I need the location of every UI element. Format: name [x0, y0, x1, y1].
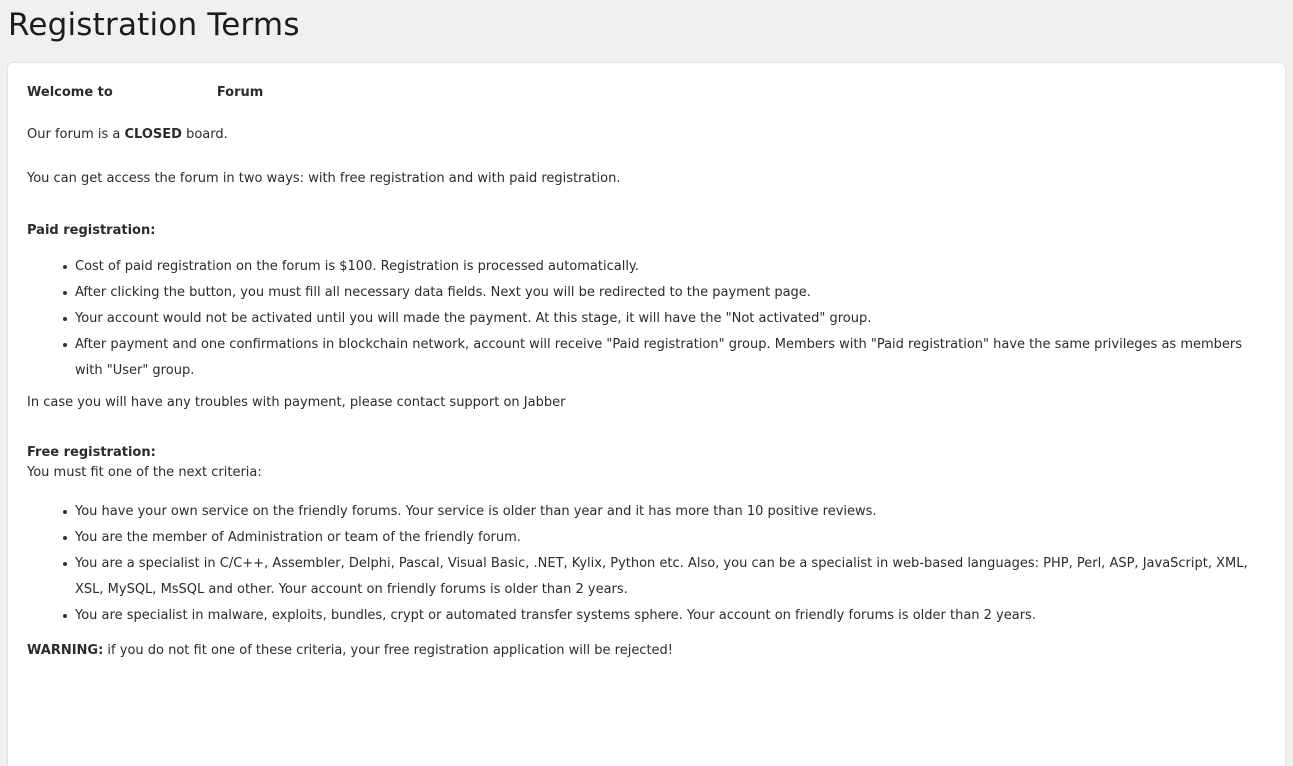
list-item: After clicking the button, you must fill all necessary data fields. Next you will be redirected to the payment page. [75, 280, 1265, 306]
intro-bold: CLOSED [124, 127, 182, 142]
paid-registration-list [27, 254, 1265, 384]
list-item: You have your own service on the friendly forums. Your service is older than year and it has more than 10 positive reviews. [75, 499, 1265, 525]
list-item: Your account would not be activated until you will made the payment. At this stage, it will have the "Not activated" group. [75, 306, 1265, 332]
free-registration-heading: Free registration: [27, 445, 156, 460]
intro-prefix: Our forum is a [27, 127, 125, 142]
page-title: Registration Terms [8, 7, 300, 43]
welcome-line [27, 83, 1265, 103]
free-registration-criteria-list [27, 499, 1265, 629]
list-item: You are the member of Administration or team of the friendly forum. [75, 525, 1265, 551]
payment-support-note: In case you will have any troubles with payment, please contact support on Jabber [27, 395, 566, 410]
access-ways-text: You can get access the forum in two ways: with free registration and with paid registration. [27, 171, 621, 186]
closed-board-statement [27, 125, 1265, 145]
list-item: You are a specialist in C/C++, Assembler, Delphi, Pascal, Visual Basic, .NET, Kylix, Python etc. Also, you can be a specialist in web-based languages: PHP, Perl, ASP, JavaScript, XML, XSL, MySQL, MsSQL and other. Your account on friendly forums is older than 2 years. [75, 551, 1265, 603]
intro-suffix: board. [181, 127, 228, 142]
terms-panel [7, 62, 1286, 766]
list-item: You are specialist in malware, exploits, bundles, crypt or automated transfer systems sphere. Your account on friendly forums is older than 2 years. [75, 603, 1265, 629]
list-item: After payment and one confirmations in blockchain network, account will receive "Paid registration" group. Members with "Paid registration" have the same privileges as members with "User" group. [75, 332, 1265, 384]
welcome-suffix: Forum [216, 85, 264, 100]
welcome-prefix: Welcome to [27, 85, 113, 100]
warning-label: WARNING: [27, 643, 104, 658]
criteria-intro: You must fit one of the next criteria: [27, 465, 262, 480]
paid-registration-heading: Paid registration: [27, 223, 156, 238]
list-item: Cost of paid registration on the forum is $100. Registration is processed automatically. [75, 254, 1265, 280]
warning-text: if you do not fit one of these criteria, your free registration application will be rejected! [103, 643, 674, 658]
warning-notice [27, 641, 1265, 661]
